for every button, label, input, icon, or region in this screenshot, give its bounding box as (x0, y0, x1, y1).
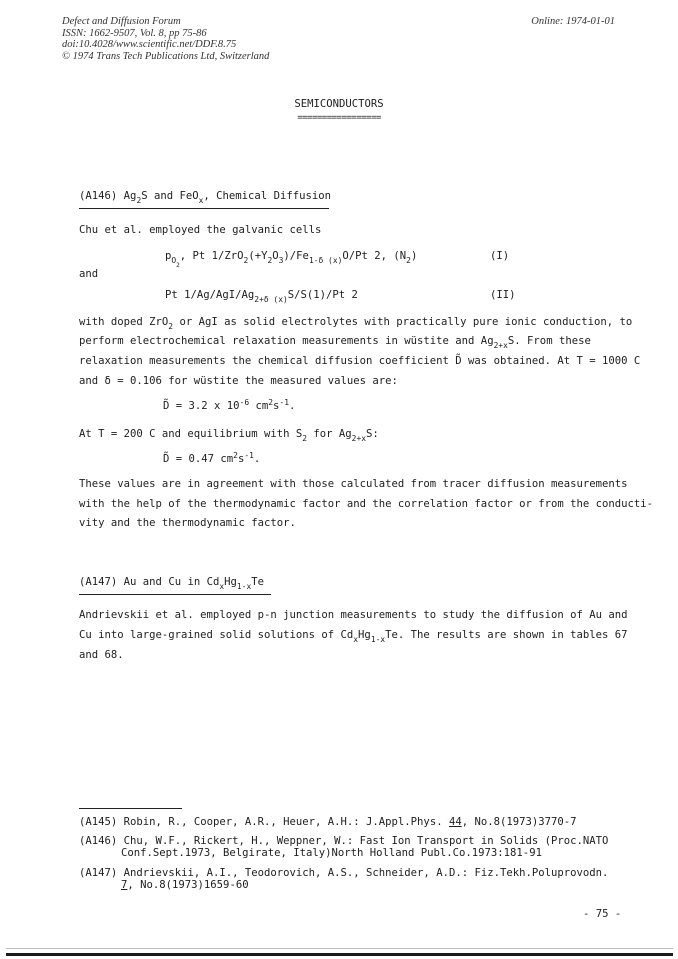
a146-intro: Chu et al. employed the galvanic cells (79, 224, 322, 236)
journal-doi[interactable]: doi:10.4028/www.scientific.net/DDF.8.75 (62, 39, 237, 50)
a147-heading-underline (79, 594, 271, 595)
a146-para1-line2: perform electrochemical relaxation measurements in wüstite and $Ag_{2+x}S$. From these (79, 335, 591, 350)
a146-para3-line1: These values are in agreement with those calculated from tracer diffusion measurements (79, 478, 628, 490)
a147-heading: (A147) Au and Cu in $Cd_xHg_{1-x}Te$ (79, 576, 264, 588)
journal-citation (62, 16, 269, 62)
equation-diffusion-1: D̃ = 3.2 x $10^{-6}$ $cm^2s^{-1}$. (163, 398, 296, 412)
galvanic-cell-1: $p_{O_2}$, Pt $1/ZrO_2(+Y_2O_3)/Fe_{1-\delta (x)}O/Pt$ 2, $(N_2)$ (165, 250, 418, 269)
footnote-a146: (A146) Chu, W.F., Rickert, H., Weppner, W.: Fast Ion Transport in Solids (Proc.NATO Conf.Sept.1973, Belgirate, Italy)North Holland Publ.Co.1973:181-91 (79, 835, 609, 859)
equation-diffusion-2: D̃ = 0.47 $cm^2s^{-1}$. (163, 451, 261, 465)
page-number: - 75 - (583, 908, 622, 920)
bottom-rule (6, 953, 673, 956)
a146-para1-line4: and δ = 0.106 for wüstite the measured values are: (79, 375, 398, 387)
equation-label-2: (II) (490, 289, 516, 301)
a147-para-line2: Cu into large-grained solid solutions of $Cd_xHg_{1-x}Te$. The results are shown in tables 67 (79, 629, 628, 644)
online-date: Online: 1974-01-01 (531, 16, 615, 27)
section-title-underline: ================= (297, 113, 381, 123)
journal-name: Defect and Diffusion Forum (62, 16, 181, 27)
section-title: SEMICONDUCTORS (294, 98, 384, 110)
footnote-separator (79, 808, 182, 809)
a146-para1-line1: with doped ZrO$_2$ or AgI as solid electrolytes with practically pure ionic conduction, to (79, 316, 633, 331)
a147-para-line3: and 68. (79, 649, 124, 661)
a146-heading: (A146) $Ag_2S$ and FeO$_x$, Chemical Diffusion (79, 190, 331, 202)
a146-para2: At T = 200 C and equilibrium with $S_2$ for $Ag_{2+x}S$: (79, 428, 379, 443)
a146-para1-line3: relaxation measurements the chemical diffusion coefficient D̃ was obtained. At T = 1000 C (79, 355, 641, 367)
equation-label-1: (I) (490, 250, 510, 262)
bottom-gray-line (6, 948, 673, 949)
a146-heading-underline (79, 208, 329, 209)
and-text: and (79, 268, 99, 280)
a146-para3-line2: with the help of the thermodynamic factor and the correlation factor or from the conducti- (79, 498, 654, 510)
galvanic-cell-2: Pt $1/Ag/AgI/Ag_{2+\delta (x)}S/S(1)/Pt$ 2 (165, 289, 358, 304)
footnote-a145: (A145) Robin, R., Cooper, A.R., Heuer, A.H.: J.Appl.Phys. 44, No.8(1973)3770-7 (79, 816, 577, 828)
a147-para-line1: Andrievskii et al. employed p-n junction measurements to study the diffusion of Au and (79, 609, 628, 621)
footnote-a147: (A147) Andrievskii, A.I., Teodorovich, A.S., Schneider, A.D.: Fiz.Tekh.Poluprovodn. 7, No.8(1973)1659-60 (79, 867, 609, 891)
a146-para3-line3: vity and the thermodynamic factor. (79, 517, 296, 529)
journal-copyright: © 1974 Trans Tech Publications Ltd, Switzerland (62, 50, 270, 62)
journal-issn: ISSN: 1662-9507, Vol. 8, pp 75-86 (62, 27, 207, 39)
